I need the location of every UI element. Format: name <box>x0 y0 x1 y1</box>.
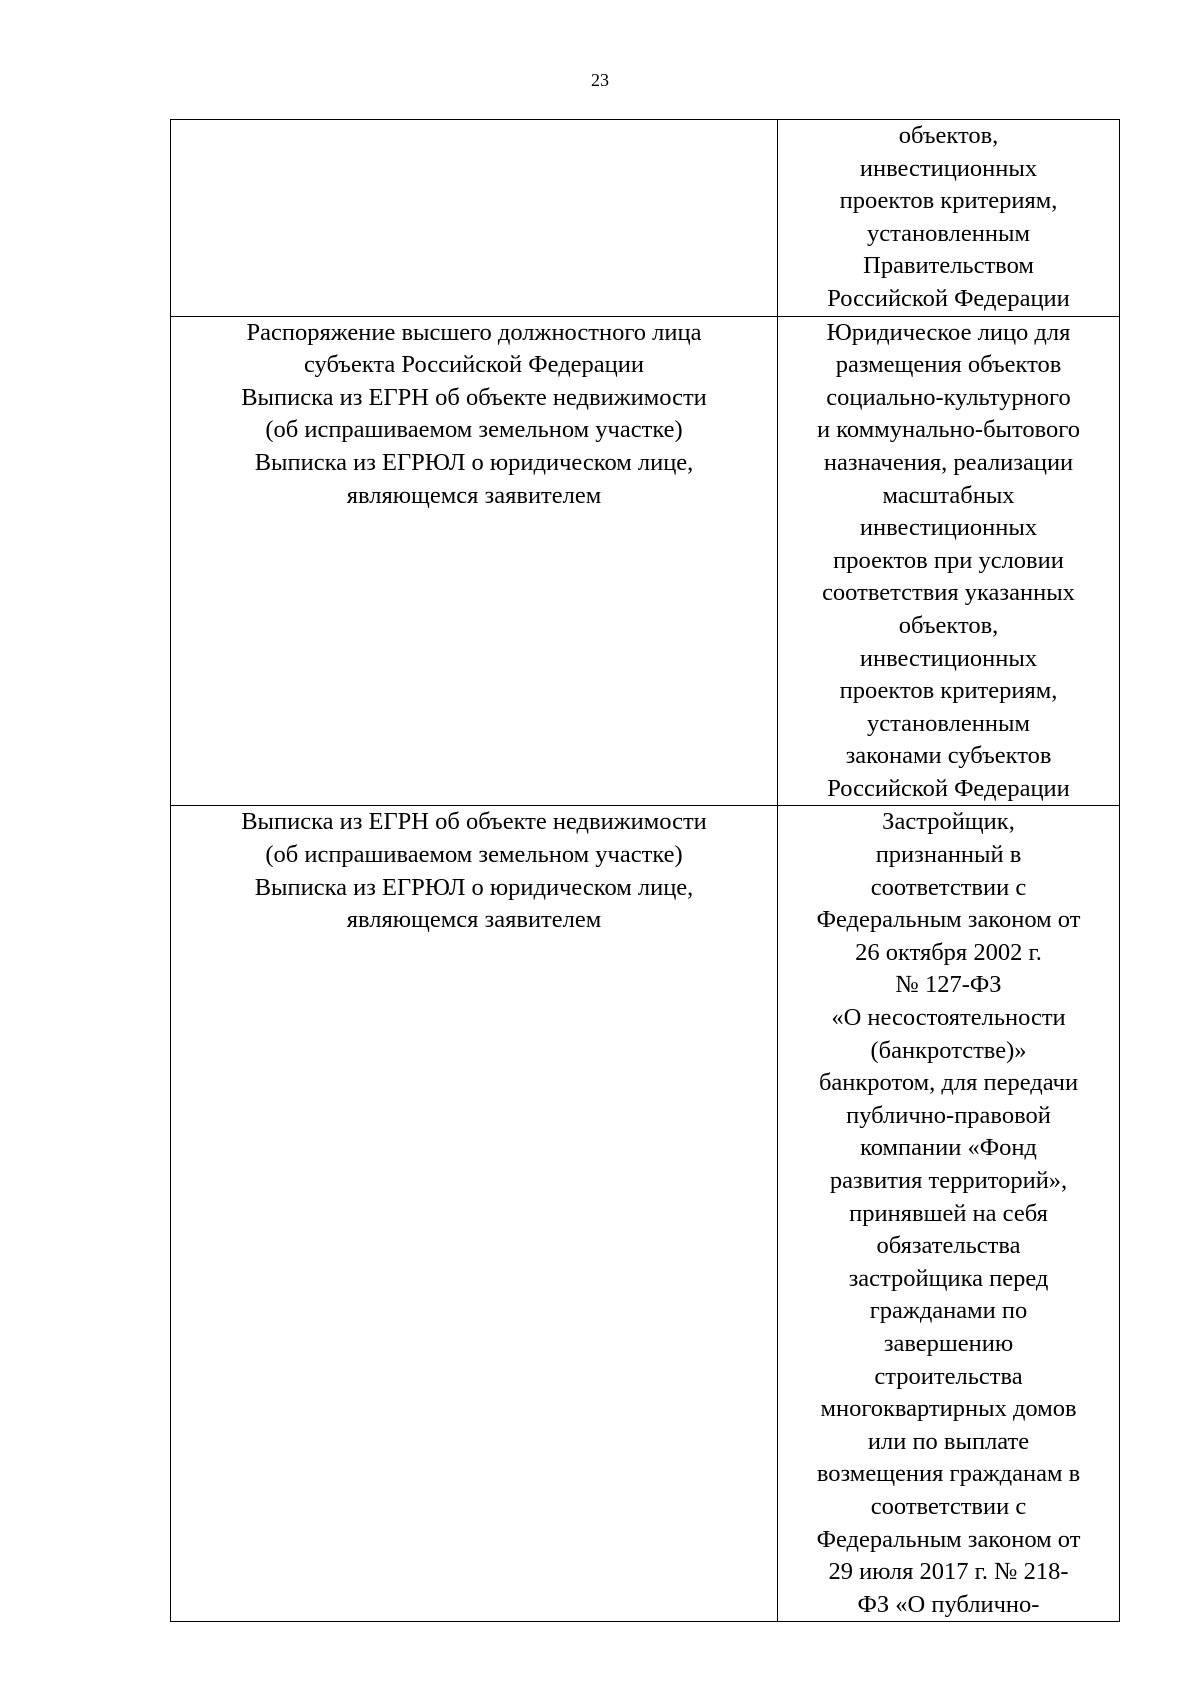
table-row <box>171 316 1120 806</box>
table-row <box>171 120 1120 317</box>
documents-cell: Выписка из ЕГРН об объекте недвижимости (об испрашиваемом земельном участке) Выписка из ЕГРЮЛ о юридическом лице, являющемся заявителем <box>171 806 778 1622</box>
applicant-cell: Юридическое лицо для размещения объектов социально-культурного и коммунально-бытового назначения, реализации масштабных инвестиционных проектов при условии соответствия указанных объектов, инвестиционных проектов критериям, установленным законами субъектов Российской Федерации <box>778 316 1120 806</box>
applicant-cell: Застройщик, признанный в соответствии с Федеральным законом от 26 октября 2002 г. № 127-ФЗ «О несостоятельности (банкротстве)» банкротом, для передачи публично-правовой компании «Фонд развития территорий», принявшей на себя обязательства застройщика перед гражданами по завершению строительства многоквартирных домов или по выплате возмещения гражданам в соответствии с Федеральным законом от 29 июля 2017 г. № 218- ФЗ «О публично- <box>778 806 1120 1622</box>
documents-cell: Распоряжение высшего должностного лица субъекта Российской Федерации Выписка из ЕГРН об объекте недвижимости (об испрашиваемом земельном участке) Выписка из ЕГРЮЛ о юридическом лице, являющемся заявителем <box>171 316 778 806</box>
applicant-cell: объектов, инвестиционных проектов критериям, установленным Правительством Российской Федерации <box>778 120 1120 317</box>
document-table <box>170 119 1120 1622</box>
table-row <box>171 806 1120 1622</box>
documents-cell <box>171 120 778 317</box>
page-number: 23 <box>591 70 609 90</box>
